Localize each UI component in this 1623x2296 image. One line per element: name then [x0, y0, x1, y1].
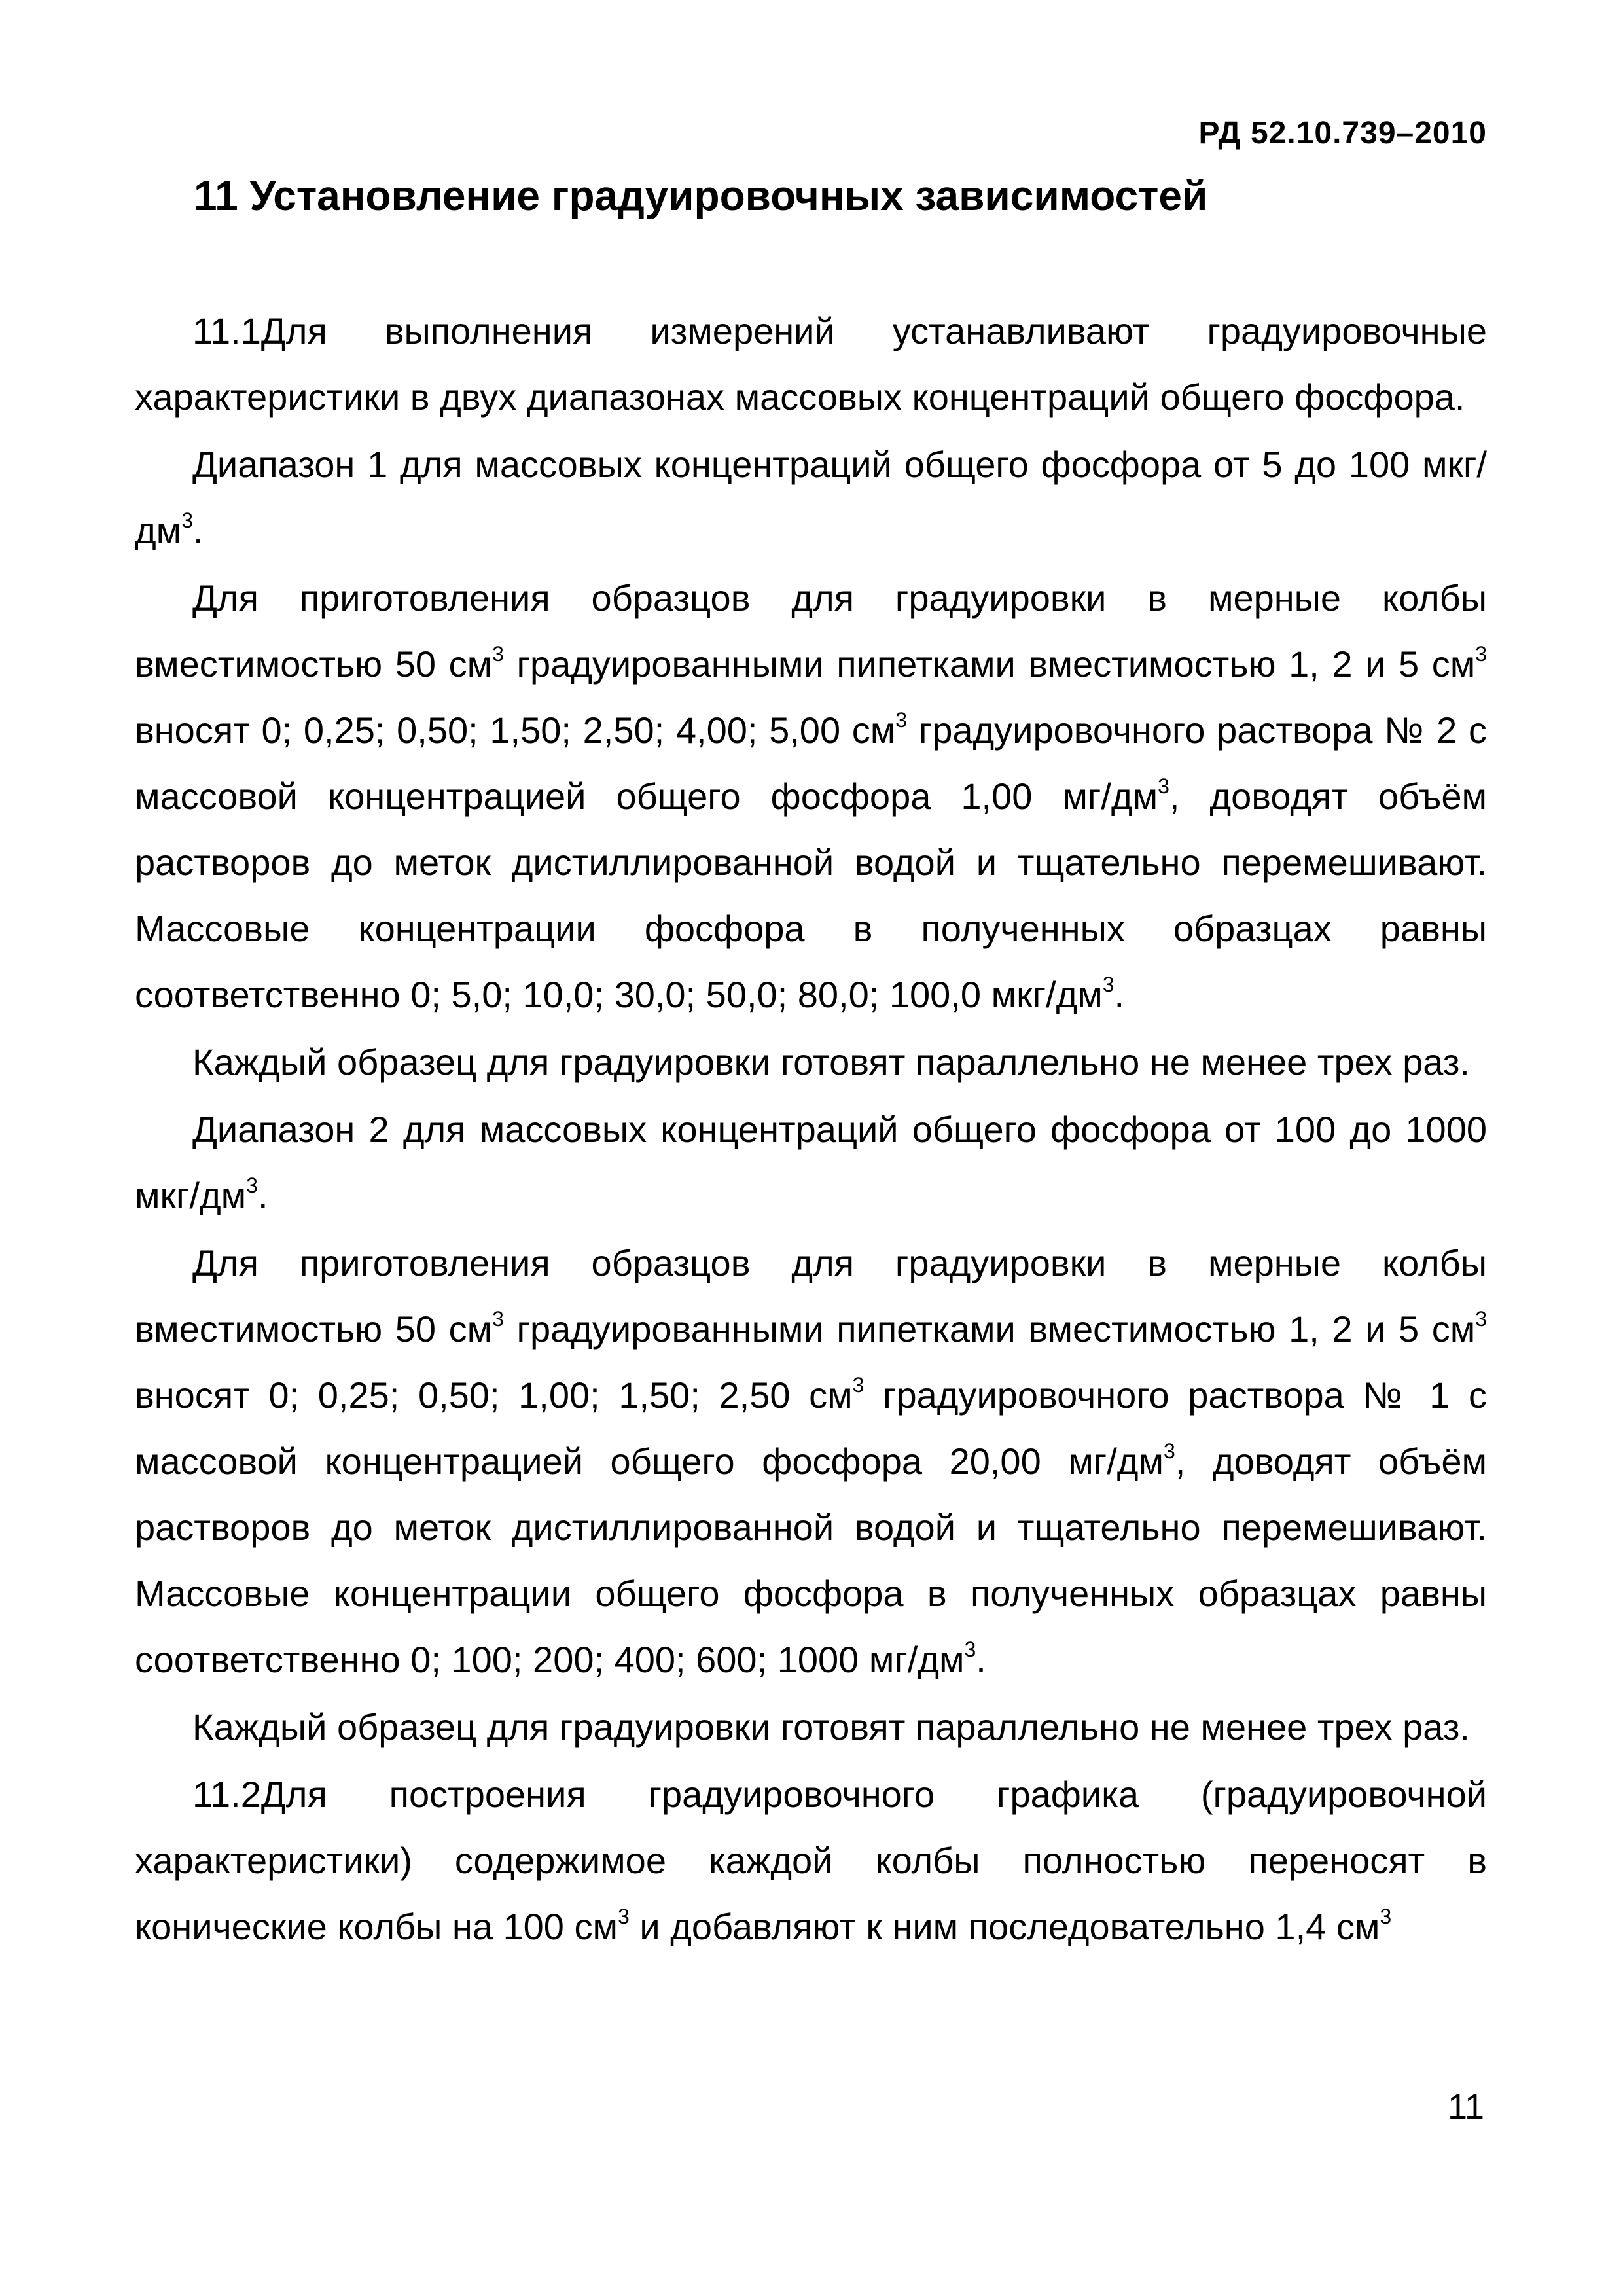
- superscript: 3: [1163, 1439, 1175, 1463]
- superscript: 3: [852, 1373, 865, 1397]
- superscript: 3: [1102, 973, 1115, 996]
- paragraph-range-1-preparation: [135, 565, 1487, 1028]
- superscript: 3: [1475, 642, 1487, 666]
- paragraph-text: Диапазон 1 для массовых концентраций общего фосфора от 5 до 100 мкг/дм: [135, 444, 1487, 551]
- superscript: 3: [964, 1638, 976, 1661]
- document-code: РД 52.10.739–2010: [1198, 116, 1487, 151]
- paragraph-text: .: [192, 510, 204, 551]
- paragraph-range-2-preparation: [135, 1230, 1487, 1693]
- superscript: 3: [1158, 774, 1169, 798]
- superscript: 3: [492, 1307, 504, 1331]
- superscript: 3: [181, 509, 193, 532]
- paragraph-text: Диапазон 2 для массовых концентраций общего фосфора от 100 до 1000 мкг/дм: [135, 1109, 1487, 1216]
- paragraph-text: .: [257, 1175, 268, 1216]
- paragraph-text: Для приготовления образцов для градуировки в мерные колбы вместимостью 50 см: [135, 577, 1487, 685]
- paragraph-text: вносят 0; 0,25; 0,50; 1,00; 1,50; 2,50 см: [135, 1374, 853, 1416]
- paragraph-11-2: [135, 1761, 1487, 1960]
- paragraph-text: .: [976, 1639, 986, 1680]
- paragraph-text: Каждый образец для градуировки готовят параллельно не менее трех раз.: [192, 1706, 1470, 1748]
- paragraph-text: , доводят объём растворов до меток дистиллированной водой и тщательно перемешивают. Массовые концентрации общего фосфора в полученных образцах равны соответственно 0; 100; 200; 400; 600; 1000 мг/дм: [135, 1441, 1487, 1680]
- paragraph-text: .: [1114, 974, 1125, 1015]
- paragraph-text: Для выполнения измерений устанавливают градуировочные характеристики в двух диапазонах массовых концентраций общего фосфора.: [135, 310, 1487, 418]
- document-body: [135, 298, 1487, 1961]
- paragraph-text: градуированными пипетками вместимостью 1, 2 и 5 см: [503, 643, 1476, 685]
- superscript: 3: [246, 1174, 258, 1197]
- superscript: 3: [618, 1905, 630, 1928]
- paragraph-text: Для построения градуировочного графика (градуировочной характеристики) содержимое каждой колбы полностью переносят в конические колбы на 100 см: [135, 1774, 1487, 1947]
- superscript: 3: [1380, 1905, 1392, 1928]
- paragraph-repeat-note-2: [135, 1694, 1487, 1760]
- paragraph-range-1: [135, 431, 1487, 564]
- paragraph-range-2: [135, 1096, 1487, 1229]
- clause-number: 11.1: [192, 310, 261, 351]
- paragraph-text: и добавляют к ним последовательно 1,4 см: [629, 1906, 1380, 1947]
- paragraph-text: градуированными пипетками вместимостью 1, 2 и 5 см: [503, 1308, 1476, 1350]
- superscript: 3: [895, 708, 908, 732]
- paragraph-text: Каждый образец для градуировки готовят параллельно не менее трех раз.: [192, 1041, 1470, 1083]
- clause-number: 11.2: [192, 1774, 261, 1815]
- page-number: 11: [1447, 2087, 1484, 2126]
- section-title: 11 Установление градуировочных зависимостей: [194, 172, 1208, 219]
- paragraph-text: , доводят объём растворов до меток дистиллированной водой и тщательно перемешивают. Массовые концентрации фосфора в полученных образцах равны соответственно 0; 5,0; 10,0; 30,0; 50,0; 80,0; 100,0 мкг/дм: [135, 776, 1488, 1015]
- paragraph-text: Для приготовления образцов для градуировки в мерные колбы вместимостью 50 см: [135, 1242, 1487, 1350]
- superscript: 3: [492, 642, 504, 666]
- paragraph-text: вносят 0; 0,25; 0,50; 1,50; 2,50; 4,00; 5,00 см: [135, 709, 896, 751]
- paragraph-11-1: [135, 298, 1487, 430]
- paragraph-repeat-note-1: [135, 1029, 1487, 1095]
- superscript: 3: [1475, 1307, 1487, 1331]
- paragraph-text: градуировочного раствора № 2 с массовой концентрацией общего фосфора 1,00 мг/дм: [135, 709, 1487, 817]
- paragraph-text: градуировочного раствора № 1 с массовой концентрацией общего фосфора 20,00 мг/дм: [135, 1374, 1487, 1482]
